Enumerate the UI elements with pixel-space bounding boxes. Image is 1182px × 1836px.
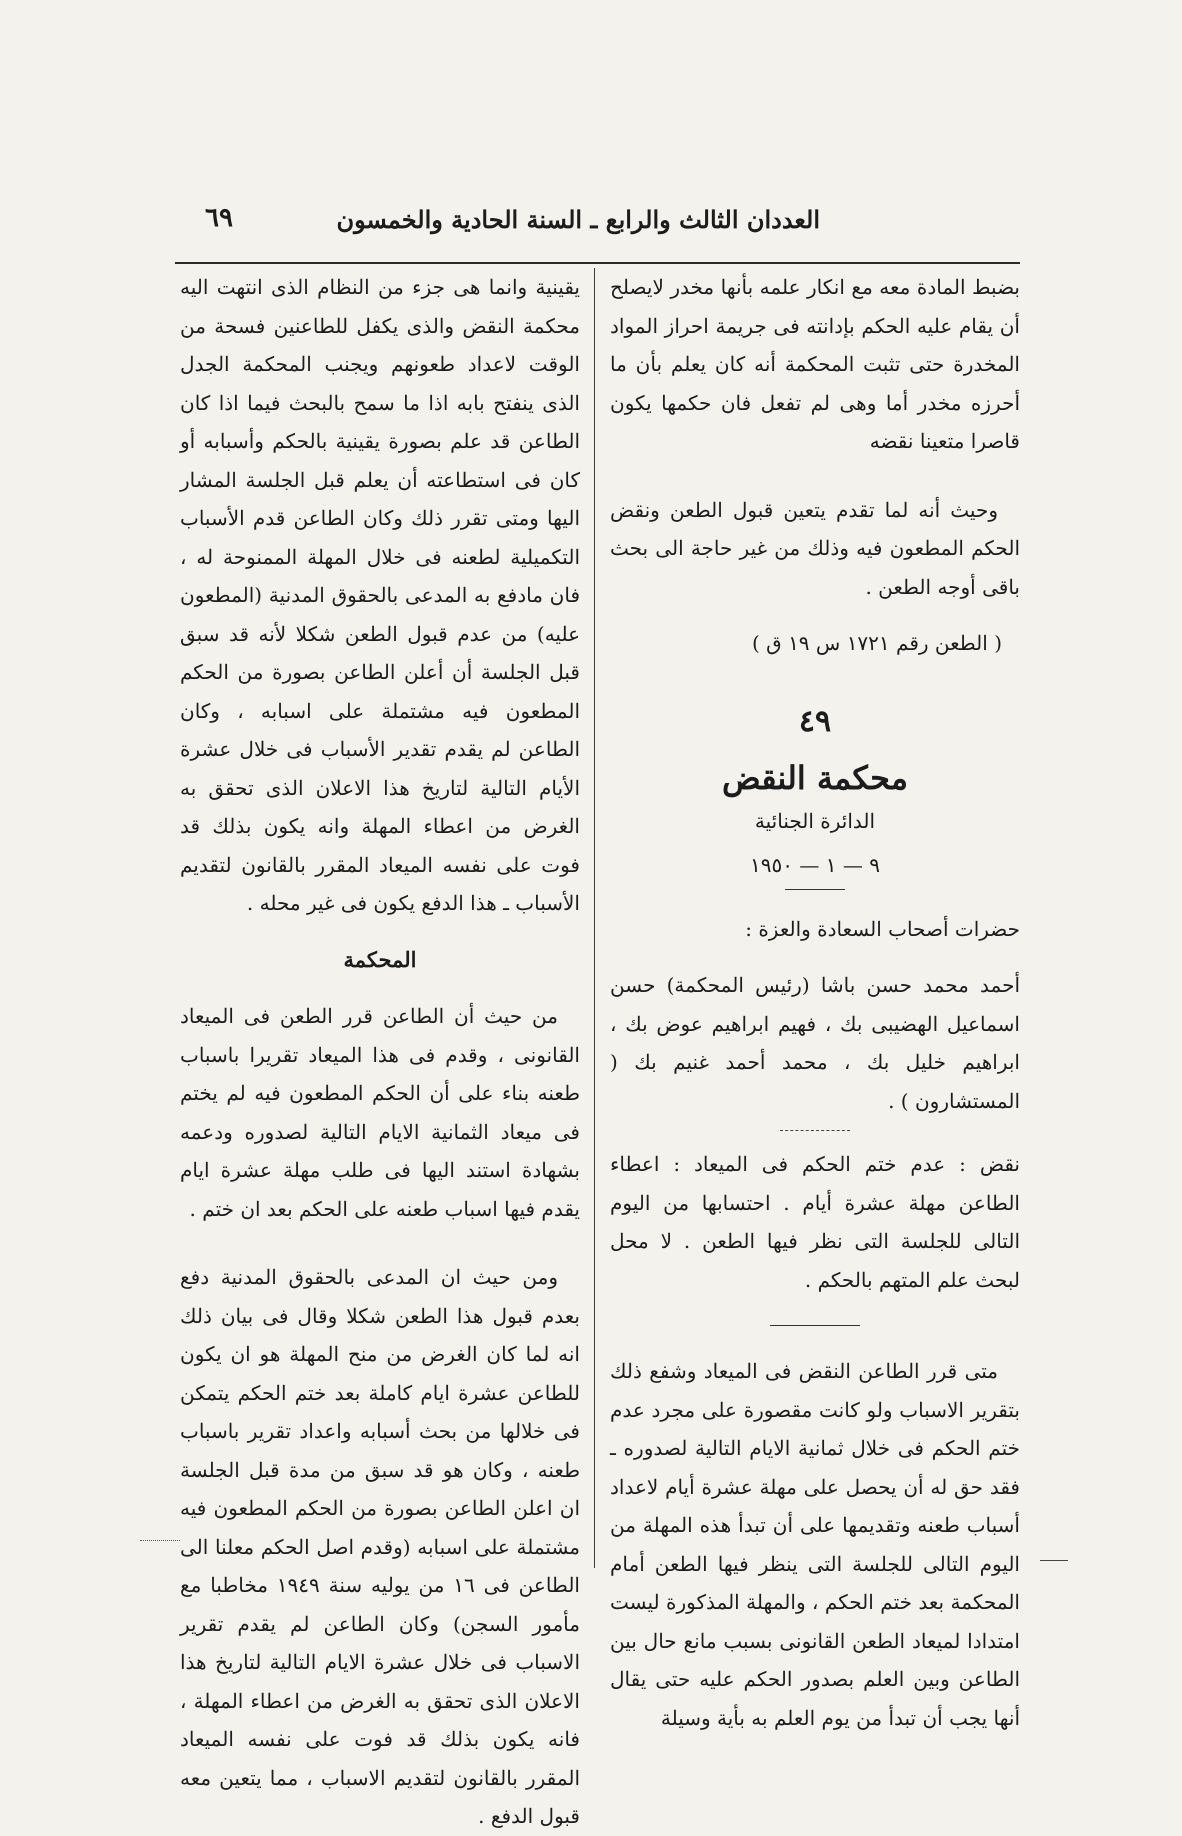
judges-list: أحمد محمد حسن باشا (رئيس المحكمة) حسن اسماعيل الهضيبى بك ، فهيم ابراهيم عوض بك ، ابراهيم خليل بك ، محمد أحمد غنيم بك ( المستشارون ) . <box>610 973 1020 1113</box>
divider <box>780 1130 850 1131</box>
section-heading: المحكمة <box>343 946 417 972</box>
reasoning-paragraph: من حيث أن الطاعن قرر الطعن فى الميعاد القانونى ، وقدم فى هذا الميعاد تقريرا باسباب طعنه بناء على أن الحكم المطعون فيه لم يختم فى ميعاد الثمانية الايام التالية لصدوره ودعمه بشهادة استند اليها فى طلب مهلة عشرة ايام يقدم فيها اسباب طعنه على الحكم بعد ان ختم . <box>180 1004 580 1221</box>
divider <box>770 1325 860 1326</box>
court-name: محكمة النقض <box>722 759 908 797</box>
case-number: ٤٩ <box>798 703 832 739</box>
running-header <box>205 205 820 245</box>
right-column <box>610 268 1020 1737</box>
header-rule <box>175 262 1020 264</box>
page-mark <box>1040 1560 1068 1561</box>
appeal-reference: ( الطعن رقم ١٧٢١ س ١٩ ق ) <box>752 631 1002 655</box>
headnote: نقض : عدم ختم الحكم فى الميعاد : اعطاء الطاعن مهلة عشرة أيام . احتسابها من اليوم التالى للجلسة التى نظر فيها الطعن . لا محل لبحث علم المتهم بالحكم . <box>610 1152 1020 1292</box>
conclusion-paragraph: وحيث أنه لما تقدم يتعين قبول الطعن ونقض الحكم المطعون فيه وذلك من غير حاجة الى بحث باقى أوجه الطعن . <box>610 497 1020 599</box>
presence-intro: حضرات أصحاب السعادة والعزة : <box>745 916 1020 941</box>
principle-continuation: يقينية وانما هى جزء من النظام الذى انتهت اليه محكمة النقض والذى يكفل للطاعنين فسحة من الوقت لاعداد طعونهم ويجنب المحكمة الجدل الذى ينفتح بابه اذا ما سمح بالبحث فيما اذا كان الطاعن قد علم بصورة يقينية بالحكم وأسبابه أو كان فى استطاعته أن يعلم قبل الجلسة المشار اليها ومتى تقرر ذلك وكان الطاعن قدم الأسباب التكميلية لطعنه فى خلال المهلة الممنوحة له ، فان مادفع به المدعى بالحقوق المدنية (المطعون عليه) من عدم قبول الطعن شكلا لأنه قد سبق قبل الجلسة أن أعلن الطاعن بصورة من الحكم المطعون فيه مشتملة على اسبابه ، وكان الطاعن لم يقدم تقدير الأسباب فى خلال عشرة الأيام التالية لتاريخ هذا الاعلان الذى تحقق به الغرض من اعطاء المهلة وانه يكون بذلك قد فوت على نفسه الميعاد المقرر بالقانون لتقديم الأسباب ـ هذا الدفع يكون فى غير محله . <box>180 275 581 915</box>
page-number: ٦٩ <box>205 203 233 233</box>
circuit-name: الدائرة الجنائية <box>754 808 876 833</box>
session-date: ٩ — ١ — ١٩٥٠ <box>750 853 880 877</box>
page-mark <box>140 1540 180 1542</box>
divider <box>785 889 845 890</box>
reasoning-paragraph: ومن حيث ان المدعى بالحقوق المدنية دفع بعدم قبول هذا الطعن شكلا وقال فى بيان ذلك انه لما كان الغرض من منح المهلة هو ان يكون للطاعن عشرة ايام كاملة بعد ختم الحكم يتمكن فى خلالها من بحث أسبابه واعداد تقرير باسباب طعنه ، وكان هو قد سبق من مدة قبل الجلسة ان اعلن الطاعن بصورة من الحكم المطعون فيه مشتملة على اسبابه (وقدم اصل الحكم معلنا الى الطاعن فى ١٦ من يوليه سنة ١٩٤٩ مخاطبا مع مأمور السجن) وكان الطاعن لم يقدم تقرير الاسباب فى خلال عشرة الايام التالية لتاريخ هذا الاعلان الذى تحقق به الغرض من اعطاء المهلة ، فانه يكون بذلك قد فوت على نفسه الميعاد المقرر بالقانون لتقديم الاسباب ، مما يتعين معه قبول الدفع . <box>180 1265 580 1828</box>
legal-principle: متى قرر الطاعن النقض فى الميعاد وشفع ذلك بتقرير الاسباب ولو كانت مقصورة على مجرد عدم ختم الحكم فى خلال ثمانية الايام التالية لصدوره ـ فقد حق له أن يحصل على مهلة عشرة أيام لاعداد أسباب طعنه وتقديمها على أن تبدأ هذه المهلة من اليوم التالى للجلسة التى ينظر فيها الطعن أمام المحكمة بعد ختم الحكم ، والمهلة المذكورة ليست امتدادا لميعاد الطعن القانونى بسبب مانع حال بين الطاعن وبين العلم بصدور الحكم عليه حتى يقال أنها يجب أن تبدأ من يوم العلم به بأية وسيلة <box>610 1359 1020 1730</box>
column-divider <box>594 268 595 1568</box>
continuation-paragraph: بضبط المادة معه مع انكار علمه بأنها مخدر لايصلح أن يقام عليه الحكم بإدانته فى جريمة احراز المواد المخدرة حتى تثبت المحكمة أنه كان يعلم بأن ما أحرزه مخدر أما وهى لم تفعل فان حكمها يكون قاصرا متعينا نقضه <box>610 275 1020 453</box>
left-column <box>180 268 580 1836</box>
running-title: العددان الثالث والرابع ـ السنة الحادية والخمسون <box>336 205 820 234</box>
